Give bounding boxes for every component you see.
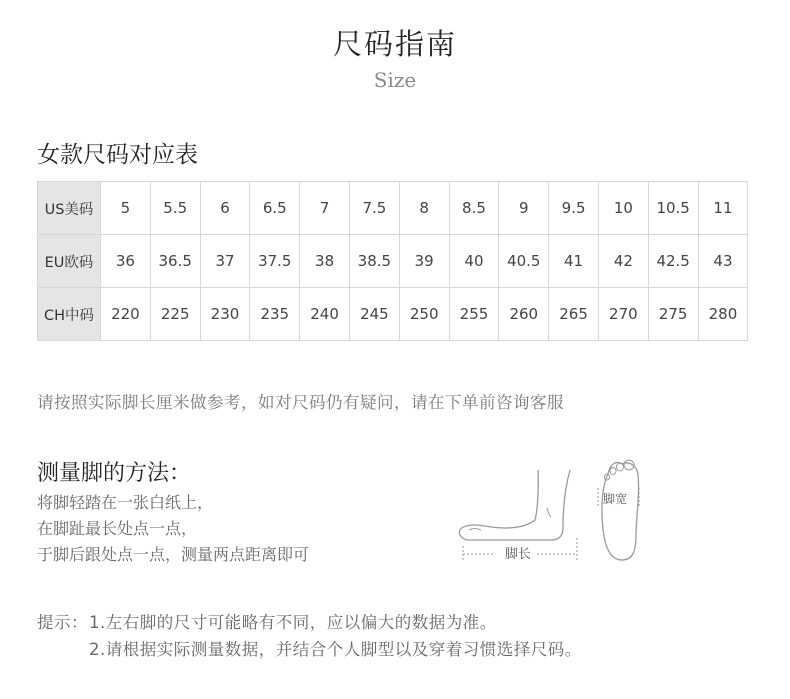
tips-label: 提示： [37, 613, 88, 632]
method-step: 于脚后跟处点一点，测量两点距离即可 [37, 545, 310, 564]
table-cell: 8 [399, 182, 449, 235]
table-cell: 260 [499, 288, 549, 341]
table-cell: 36.5 [150, 235, 200, 288]
table-cell: 37.5 [250, 235, 300, 288]
table-cell: 10.5 [648, 182, 698, 235]
size-table [37, 181, 748, 341]
method-steps [37, 490, 309, 568]
table-cell: 9.5 [549, 182, 599, 235]
table-cell: 37 [200, 235, 250, 288]
size-note: 请按照实际脚长厘米做参考，如对尺码仍有疑问，请在下单前咨询客服 [37, 393, 564, 412]
table-cell: 235 [250, 288, 300, 341]
foot-top-outline [602, 462, 639, 560]
table-cell: 38.5 [349, 235, 399, 288]
table-cell: 39 [399, 235, 449, 288]
tip-line: 1.左右脚的尺寸可能略有不同，应以偏大的数据为准。 [89, 613, 497, 632]
table-cell: 11 [698, 182, 748, 235]
table-row [38, 288, 748, 341]
page-title: 尺码指南 [332, 27, 457, 61]
table-cell: 265 [549, 288, 599, 341]
foot-length-label: 脚长 [505, 547, 532, 562]
table-cell: 42 [598, 235, 648, 288]
table-row [38, 182, 748, 235]
table-cell: 255 [449, 288, 499, 341]
size-table-title: 女款尺码对应表 [37, 142, 198, 168]
table-row [38, 235, 748, 288]
foot-side-outline [459, 470, 570, 540]
table-cell: 230 [200, 288, 250, 341]
table-cell: 43 [698, 235, 748, 288]
table-cell: 5.5 [150, 182, 200, 235]
table-cell: 38 [300, 235, 350, 288]
method-step: 在脚趾最长处点一点， [37, 519, 198, 538]
table-cell: 7.5 [349, 182, 399, 235]
foot-side-illustration [455, 468, 585, 564]
table-cell: 270 [598, 288, 648, 341]
row-header: CH中码 [38, 288, 101, 341]
table-cell: 5 [101, 182, 151, 235]
table-cell: 8.5 [449, 182, 499, 235]
table-cell: 40.5 [499, 235, 549, 288]
row-header: US美码 [38, 182, 101, 235]
table-cell: 225 [150, 288, 200, 341]
table-cell: 250 [399, 288, 449, 341]
method-step: 将脚轻踏在一张白纸上， [37, 493, 214, 512]
table-cell: 10 [598, 182, 648, 235]
table-cell: 275 [648, 288, 698, 341]
tip-line: 2.请根据实际测量数据，并结合个人脚型以及穿着习惯选择尺码。 [89, 640, 582, 659]
table-cell: 245 [349, 288, 399, 341]
table-cell: 6.5 [250, 182, 300, 235]
table-cell: 9 [499, 182, 549, 235]
method-title: 测量脚的方法： [37, 461, 192, 486]
page-subtitle: Size [373, 68, 417, 92]
table-cell: 220 [101, 288, 151, 341]
row-header: EU欧码 [38, 235, 101, 288]
table-cell: 240 [300, 288, 350, 341]
foot-width-label: 脚宽 [603, 492, 628, 506]
foot-top-illustration [592, 456, 652, 566]
table-cell: 280 [698, 288, 748, 341]
table-cell: 41 [549, 235, 599, 288]
table-cell: 40 [449, 235, 499, 288]
table-cell: 36 [101, 235, 151, 288]
table-cell: 42.5 [648, 235, 698, 288]
table-cell: 6 [200, 182, 250, 235]
table-cell: 7 [300, 182, 350, 235]
tips [37, 609, 582, 663]
